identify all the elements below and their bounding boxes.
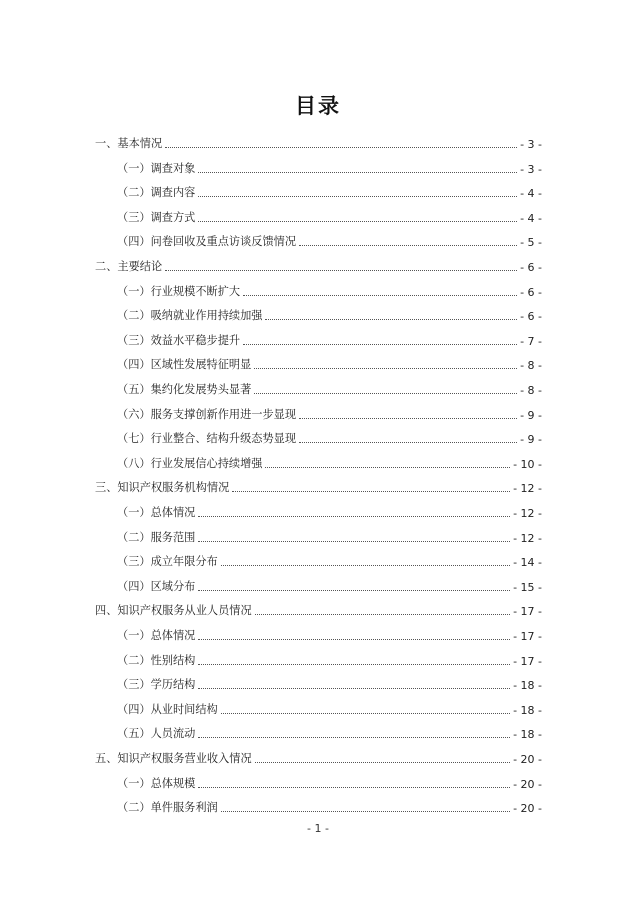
toc-entry-page: - 18 - — [513, 728, 542, 742]
toc-entry-label: （四）问卷回收及重点访谈反馈情况 — [117, 235, 297, 249]
toc-leader-dots — [198, 664, 510, 665]
toc-entry-page: - 17 - — [513, 654, 542, 668]
toc-leader-dots — [299, 442, 517, 443]
toc-leader-dots — [198, 541, 510, 542]
toc-leader-dots — [198, 787, 510, 788]
toc-subsection-entry[interactable] — [117, 723, 542, 741]
toc-leader-dots — [265, 467, 510, 468]
toc-entry-label: （四）区域性发展特征明显 — [117, 358, 252, 372]
toc-entry-page: - 14 - — [513, 556, 542, 570]
toc-entry-label: （五）人员流动 — [117, 727, 196, 741]
toc-leader-dots — [198, 196, 517, 197]
toc-entry-label: （三）效益水平稳步提升 — [117, 333, 241, 347]
toc-entry-label: 二、主要结论 — [95, 260, 163, 273]
toc-subsection-entry[interactable] — [117, 773, 542, 791]
toc-subsection-entry[interactable] — [117, 428, 542, 446]
toc-entry-label: （一）总体规模 — [117, 776, 196, 790]
toc-entry-label: （三）学历结构 — [117, 678, 196, 692]
toc-section-entry[interactable] — [95, 600, 542, 618]
toc-entry-label: 四、知识产权服务从业人员情况 — [95, 604, 252, 618]
toc-entry-label: （三）成立年限分布 — [117, 555, 218, 569]
toc-entry-label: （三）调查方式 — [117, 210, 196, 224]
toc-entry-page: - 18 - — [513, 679, 542, 693]
toc-entry-label: （四）区域分布 — [117, 579, 196, 593]
toc-entry-page: - 12 - — [513, 482, 542, 496]
toc-section-entry[interactable] — [95, 748, 542, 766]
toc-leader-dots — [221, 713, 510, 714]
toc-entry-page: - 8 - — [520, 384, 542, 397]
toc-entry-label: （二）服务范围 — [117, 530, 196, 544]
toc-subsection-entry[interactable] — [117, 699, 542, 717]
toc-leader-dots — [243, 344, 517, 345]
toc-subsection-entry[interactable] — [117, 281, 542, 299]
toc-subsection-entry[interactable] — [117, 625, 542, 643]
toc-subsection-entry[interactable] — [117, 330, 542, 348]
toc-entry-label: （一）调查对象 — [117, 161, 196, 175]
toc-entry-label: （五）集约化发展势头显著 — [117, 383, 252, 396]
toc-entry-page: - 12 - — [513, 531, 542, 545]
toc-section-entry[interactable] — [95, 477, 542, 495]
toc-subsection-entry[interactable] — [117, 797, 542, 815]
toc-leader-dots — [299, 418, 517, 419]
toc-subsection-entry[interactable] — [117, 231, 542, 249]
toc-entry-page: - 18 - — [513, 703, 542, 717]
toc-entry-page: - 4 - — [520, 211, 542, 225]
toc-subsection-entry[interactable] — [117, 576, 542, 594]
toc-entry-page: - 3 - — [520, 162, 542, 176]
toc-entry-label: 五、知识产权服务营业收入情况 — [95, 752, 252, 765]
toc-subsection-entry[interactable] — [117, 502, 542, 520]
toc-subsection-entry[interactable] — [117, 305, 542, 323]
toc-leader-dots — [243, 295, 517, 296]
toc-entry-page: - 4 - — [520, 187, 542, 201]
toc-entry-label: （一）总体情况 — [117, 506, 196, 519]
toc-leader-dots — [255, 614, 510, 615]
toc-entry-label: 一、基本情况 — [95, 137, 163, 150]
toc-entry-page: - 6 - — [520, 310, 542, 324]
toc-entry-label: （四）从业时间结构 — [117, 702, 218, 716]
toc-leader-dots — [255, 762, 510, 763]
toc-leader-dots — [198, 221, 517, 222]
toc-leader-dots — [198, 516, 510, 517]
toc-entry-page: - 5 - — [520, 236, 542, 250]
toc-entry-page: - 7 - — [520, 334, 542, 348]
toc-leader-dots — [198, 639, 510, 640]
page-title: 目录 — [295, 94, 341, 118]
toc-subsection-entry[interactable] — [117, 650, 542, 668]
toc-leader-dots — [198, 172, 517, 173]
toc-entry-label: （二）吸纳就业作用持续加强 — [117, 309, 263, 323]
toc-entry-page: - 17 - — [513, 605, 542, 619]
toc-subsection-entry[interactable] — [117, 527, 542, 545]
toc-entry-label: （二）性别结构 — [117, 653, 196, 667]
toc-subsection-entry[interactable] — [117, 182, 542, 200]
toc-entry-label: （二）调查内容 — [117, 186, 196, 200]
toc-entry-page: - 9 - — [520, 433, 542, 447]
toc-entry-label: （二）单件服务利润 — [117, 801, 218, 815]
toc-subsection-entry[interactable] — [117, 674, 542, 692]
toc-leader-dots — [299, 245, 517, 246]
toc-subsection-entry[interactable] — [117, 158, 542, 176]
toc-entry-page: - 8 - — [520, 359, 542, 373]
toc-entry-page: - 6 - — [520, 285, 542, 299]
toc-entry-label: （七）行业整合、结构升级态势显现 — [117, 432, 297, 446]
toc-subsection-entry[interactable] — [117, 551, 542, 569]
toc-leader-dots — [198, 688, 510, 689]
toc-entry-page: - 10 - — [513, 457, 542, 471]
toc-leader-dots — [221, 811, 510, 812]
toc-entry-label: （一）行业规模不断扩大 — [117, 284, 241, 298]
toc-leader-dots — [198, 737, 510, 738]
toc-entry-label: 三、知识产权服务机构情况 — [95, 481, 230, 495]
toc-entry-label: （八）行业发展信心持续增强 — [117, 456, 263, 470]
toc-entry-page: - 6 - — [520, 261, 542, 274]
toc-entry-page: - 12 - — [513, 507, 542, 520]
page-number: - 1 - — [307, 822, 329, 835]
toc-leader-dots — [265, 319, 517, 320]
toc-leader-dots — [254, 393, 517, 394]
toc-entry-page: - 20 - — [513, 753, 542, 766]
toc-entry-page: - 20 - — [513, 802, 542, 816]
toc-entry-label: （一）总体情况 — [117, 629, 196, 642]
toc-leader-dots — [198, 590, 510, 591]
toc-leader-dots — [165, 270, 517, 271]
toc-subsection-entry[interactable] — [117, 404, 542, 422]
toc-section-entry[interactable] — [95, 256, 542, 274]
toc-subsection-entry[interactable] — [117, 453, 542, 471]
toc-entry-page: - 15 - — [513, 580, 542, 594]
toc-leader-dots — [254, 368, 517, 369]
toc-leader-dots — [232, 491, 510, 492]
toc-entry-page: - 17 - — [513, 630, 542, 643]
toc-entry-label: （六）服务支撑创新作用进一步显现 — [117, 407, 297, 421]
toc-entry-page: - 3 - — [520, 138, 542, 151]
toc-entry-page: - 20 - — [513, 777, 542, 791]
toc-leader-dots — [221, 565, 510, 566]
toc-subsection-entry[interactable] — [117, 354, 542, 372]
toc-subsection-entry[interactable] — [117, 207, 542, 225]
toc-leader-dots — [165, 147, 517, 148]
toc-subsection-entry[interactable] — [117, 379, 542, 397]
toc-section-entry[interactable] — [95, 133, 542, 151]
toc-entry-page: - 9 - — [520, 408, 542, 422]
